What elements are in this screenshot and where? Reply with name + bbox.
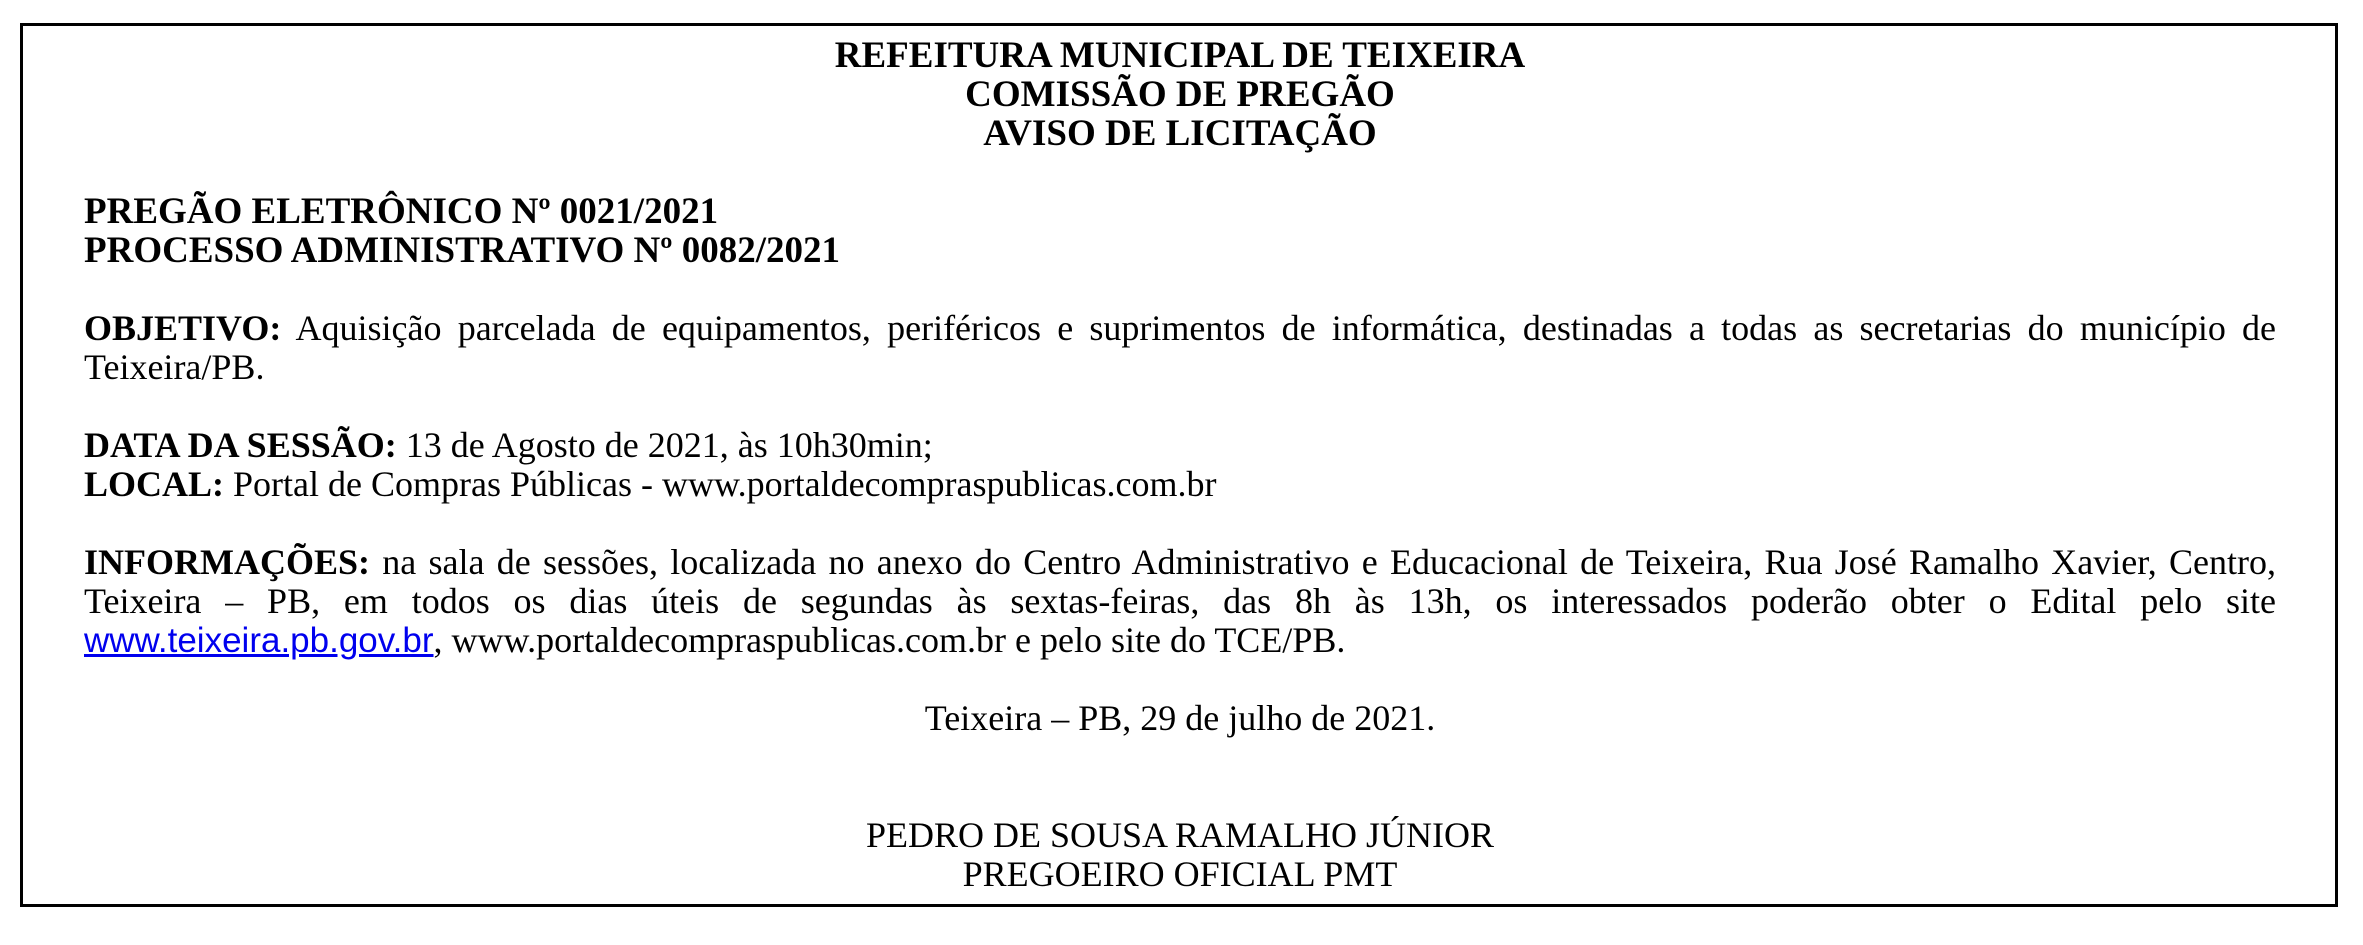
header-line-1: REFEITURA MUNICIPAL DE TEIXEIRA	[834, 35, 1526, 76]
informacoes-label: INFORMAÇÕES:	[84, 542, 370, 582]
sessao-line	[84, 426, 2276, 465]
local-text: Portal de Compras Públicas - www.portaldecompraspublicas.com.br	[224, 464, 1217, 504]
processo-number: PROCESSO ADMINISTRATIVO Nº 0082/2021	[84, 230, 841, 271]
sessao-text: 13 de Agosto de 2021, às 10h30min;	[396, 425, 933, 465]
pregao-number: PREGÃO ELETRÔNICO Nº 0021/2021	[84, 191, 719, 232]
teixeira-site-link[interactable]: www.teixeira.pb.gov.br	[84, 621, 434, 660]
notice-content	[84, 36, 2276, 894]
local-line	[84, 465, 2276, 504]
objetivo-label: OBJETIVO:	[84, 308, 282, 348]
signature-block	[84, 816, 2276, 894]
header-line-3: AVISO DE LICITAÇÃO	[983, 113, 1377, 154]
informacoes-text-after: , www.portaldecompraspublicas.com.br e pelo site do TCE/PB.	[433, 620, 1346, 660]
informacoes-text: na sala de sessões, localizada no anexo do Centro Administrativo e Educacional de Teixeira, Rua José Ramalho Xavier, Centro, Teixeira – PB, em todos os dias úteis de segundas às sextas-feiras, das 8h às 13h, os interessados poderão obter o Edital pelo site	[84, 542, 2276, 621]
objetivo-text: Aquisição parcelada de equipamentos, periféricos e suprimentos de informática, destinadas a todas as secretarias do município de Teixeira/PB.	[84, 308, 2276, 387]
informacoes-paragraph	[84, 543, 2276, 660]
sessao-label: DATA DA SESSÃO:	[84, 425, 397, 465]
signature-role: PREGOEIRO OFICIAL PMT	[962, 854, 1398, 894]
objetivo-paragraph	[84, 309, 2276, 387]
process-ids	[84, 192, 2276, 270]
notice-header	[84, 36, 2276, 153]
date-line: Teixeira – PB, 29 de julho de 2021.	[924, 698, 1436, 738]
header-line-2: COMISSÃO DE PREGÃO	[965, 74, 1395, 115]
signature-name: PEDRO DE SOUSA RAMALHO JÚNIOR	[865, 815, 1495, 855]
local-label: LOCAL:	[84, 464, 225, 504]
